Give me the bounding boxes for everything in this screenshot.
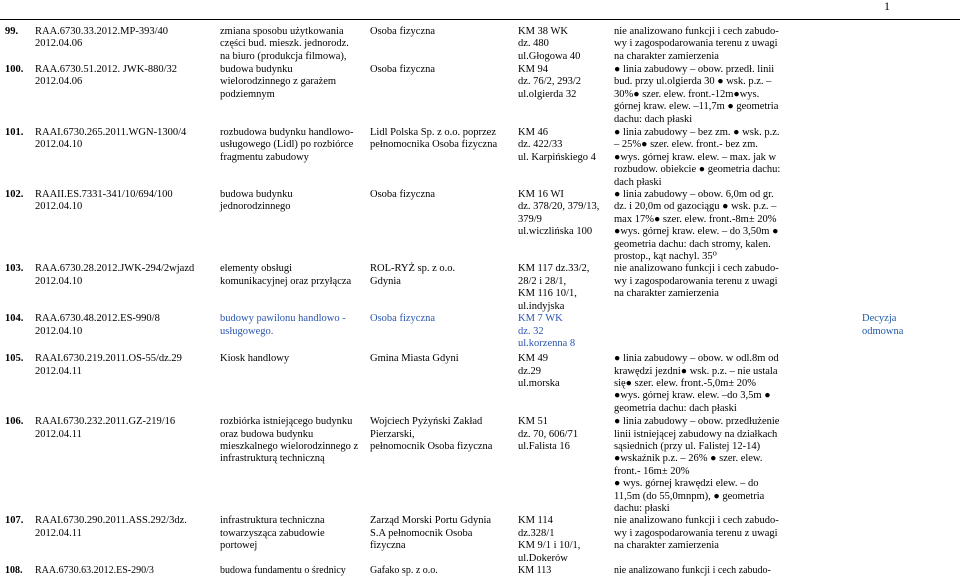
investor-line: Osoba fizyczna (370, 26, 436, 37)
project-description-line: budowa fundamentu o średnicy (220, 565, 346, 577)
investor-line: pełnomocnika Osoba fizyczna (370, 139, 498, 151)
conditions (613, 313, 861, 353)
decision-cell (861, 515, 960, 565)
location-line: ul.Głogowa 40 (518, 50, 581, 62)
location-line: dz. 32 (518, 325, 544, 337)
case-signature-line: 2012.04.11 (35, 428, 82, 440)
project-description-line: budowa budynku (220, 189, 293, 201)
location (517, 416, 613, 515)
location-line: dz. 70, 606/71 (518, 428, 579, 440)
conditions-line: ● linia zabudowy – obow. w odl.8m od (614, 353, 779, 365)
conditions-line: na charakter zamierzenia (614, 50, 719, 62)
case-signature (34, 127, 219, 189)
table-row (4, 127, 960, 189)
project-description (219, 26, 369, 64)
case-signature-line: RAA.6730.63.2012.ES-290/3 (35, 565, 154, 577)
investor (369, 515, 517, 565)
investor-line: Osoba fizyczna (370, 313, 436, 325)
location (517, 515, 613, 565)
location-line: KM 116 10/1, (518, 288, 577, 300)
location-line: ul.Dokerów (518, 552, 568, 564)
conditions-line: nie analizowano funkcji i cech zabudo- (614, 565, 771, 577)
conditions (613, 64, 861, 127)
location-line: dz.29 (518, 365, 542, 377)
case-signature-line: 2012.04.11 (35, 365, 82, 377)
conditions-line: ●wys. górnej kraw. elew. –do 3,5m ● (614, 390, 771, 402)
location-line: KM 38 WK (518, 26, 568, 37)
location-line: ul. Karpińskiego 4 (518, 151, 596, 163)
investor-line: Osoba fizyczna (370, 189, 436, 201)
location-line: 28/2 i 28/1, (518, 275, 567, 287)
conditions-line: dach płaski (614, 176, 662, 188)
project-description-line: oraz budowa budynku (220, 428, 314, 440)
conditions-line: dachu: dach płaski (614, 113, 693, 125)
location-line: KM 117 dz.33/2, (518, 263, 590, 275)
location-line: ul.korzenna 8 (518, 337, 576, 349)
project-description (219, 353, 369, 416)
decision-cell (861, 26, 960, 64)
table-row (4, 565, 960, 577)
conditions-line: – 25%● szer. elew. front.- bez zm. (614, 139, 758, 151)
case-signature (34, 416, 219, 515)
investor (369, 416, 517, 515)
project-description-line: wielorodzinnego z garażem (220, 76, 337, 88)
conditions-line: na charakter zamierzenia (614, 288, 719, 300)
row-number: 104. (5, 313, 24, 325)
location-line: ul.olgierda 32 (518, 88, 577, 100)
conditions-line: ● linia zabudowy – obow. 6,0m od gr. (614, 189, 774, 201)
project-description (219, 313, 369, 353)
row-number: 108. (5, 565, 23, 577)
project-description (219, 127, 369, 189)
conditions-line: sąsiednich (przy ul. Falistej 12-14) (614, 440, 761, 452)
case-signature-line: 2012.04.10 (35, 139, 83, 151)
case-signature-line: RAA.6730.33.2012.MP-393/40 (35, 26, 169, 37)
project-description-line: Kiosk handlowy (220, 353, 290, 365)
case-signature-line: 2012.04.11 (35, 527, 82, 539)
project-description-line: na biuro (produkcja filmowa), (220, 50, 347, 62)
investor (369, 64, 517, 127)
location (517, 64, 613, 127)
location-line: ul.indyjska (518, 300, 565, 312)
project-description-line: jednorodzinnego (220, 201, 291, 213)
project-description-line: rozbudowa budynku handlowo- (220, 127, 354, 138)
location (517, 263, 613, 313)
location-line: KM 94 (518, 64, 549, 75)
table-row (4, 353, 960, 416)
investor (369, 189, 517, 263)
table-row (4, 64, 960, 127)
investor-line: Lidl Polska Sp. z o.o. poprzez (370, 127, 496, 138)
case-signature-line: 2012.04.10 (35, 201, 83, 213)
conditions-line: dz. i 20,0m od gazociągu ● wsk. p.z. – (614, 201, 777, 213)
conditions (613, 127, 861, 189)
project-description-line: usługowego (Lidl) po rozbiórce (220, 139, 354, 151)
case-signature (34, 26, 219, 64)
location-line: dz.328/1 (518, 527, 555, 539)
decision-cell (861, 565, 960, 577)
conditions-line: wy i zagospodarowania terenu z uwagi (614, 527, 778, 539)
decision-cell (861, 416, 960, 515)
location-line: KM 16 WI (518, 189, 564, 201)
header-rule (0, 19, 960, 20)
case-signature (34, 515, 219, 565)
location-line: KM 46 (518, 127, 549, 138)
conditions-line: bud. przy ul.olgierda 30 ● wsk. p.z. – (614, 76, 772, 88)
project-description-line: usługowego. (220, 325, 274, 337)
project-description (219, 64, 369, 127)
decision-cell (861, 313, 960, 353)
table-row (4, 263, 960, 313)
conditions-line: się● szer. elew. front.-5,0m± 20% (614, 377, 757, 389)
conditions (613, 263, 861, 313)
row-number: 106. (5, 416, 24, 428)
project-description-line: komunikacyjnej oraz przyłącza (220, 275, 352, 287)
conditions-line: nie analizowano funkcji i cech zabudo- (614, 515, 779, 527)
decision-cell (861, 263, 960, 313)
investor-line: S.A pełnomocnik Osoba (370, 527, 473, 539)
case-signature-line: RAA.6730.51.2012. JWK-880/32 (35, 64, 178, 75)
conditions-line: ●wys. górnej kraw. elew. – max. jak w (614, 151, 777, 163)
location (517, 565, 613, 577)
conditions-line: geometria dachu: dach stromy, kalen. (614, 238, 771, 250)
investor-line: pełnomocnik Osoba fizyczna (370, 440, 493, 452)
conditions-line: dachu: płaski (614, 502, 670, 514)
decision-cell (861, 189, 960, 263)
investor (369, 353, 517, 416)
conditions (613, 353, 861, 416)
location-line: KM 114 (518, 515, 553, 527)
case-signature-line: 2012.04.06 (35, 76, 83, 88)
case-signature-line: RAAI.6730.219.2011.OS-55/dz.29 (35, 353, 182, 365)
conditions-line: na charakter zamierzenia (614, 540, 719, 552)
table-row (4, 26, 960, 64)
investor-line: ROL-RYŻ sp. z o.o. (370, 263, 456, 275)
location-line: KM 49 (518, 353, 549, 365)
investor-line: Gafako sp. z o.o. (370, 565, 438, 577)
project-description-line: części bud. mieszk. jednorodz. (220, 38, 349, 50)
table-row (4, 416, 960, 515)
conditions (613, 26, 861, 64)
conditions-line: krawędzi jezdni● wsk. p.z. – nie ustala (614, 365, 778, 377)
project-description (219, 189, 369, 263)
page-number: 1 (884, 0, 890, 13)
location-line: ul.wiczlińska 100 (518, 226, 593, 238)
project-description (219, 515, 369, 565)
location-line: KM 7 WK (518, 313, 563, 325)
project-description (219, 565, 369, 577)
project-description-line: infrastruktura techniczna (220, 515, 325, 527)
conditions-line: ●wskaźnik p.z. – 26% ● szer. elew. (614, 453, 763, 465)
conditions-line: ● linia zabudowy – bez zm. ● wsk. p.z. (614, 127, 780, 138)
case-signature-line: RAA.6730.28.2012.JWK-294/2wjazd (35, 263, 195, 275)
location (517, 26, 613, 64)
decision-cell (861, 127, 960, 189)
row-number: 107. (5, 515, 24, 527)
project-description (219, 416, 369, 515)
case-signature (34, 353, 219, 416)
investor-line: Gdynia (370, 275, 401, 287)
table-row (4, 515, 960, 565)
conditions-line: ●wys. górnej kraw. elew. – do 3,50m ● (614, 226, 779, 238)
decision-cell (861, 353, 960, 416)
project-description-line: elementy obsługi (220, 263, 293, 275)
project-description-line: fragmentu zabudowy (220, 151, 309, 163)
project-description (219, 263, 369, 313)
decision-label: Decyzja (862, 313, 897, 325)
investor (369, 263, 517, 313)
table-row (4, 313, 960, 353)
decisions-table (4, 26, 960, 577)
conditions-line: ● linia zabudowy – obow. przedł. linii (614, 64, 775, 75)
row-number: 103. (5, 263, 24, 275)
investor-line: Zarząd Morski Portu Gdynia (370, 515, 492, 527)
project-description-line: zmiana sposobu użytkowania (220, 26, 344, 37)
conditions-line: ● wys. górnej krawędzi elew. – do (614, 478, 759, 490)
decision-cell (861, 64, 960, 127)
conditions (613, 515, 861, 565)
location-line: 379/9 (518, 213, 542, 225)
project-description-line: podziemnym (220, 88, 275, 100)
table-row (4, 189, 960, 263)
project-description-line: budowa budynku (220, 64, 293, 75)
project-description-line: portowej (220, 540, 258, 552)
case-signature-line: 2012.04.10 (35, 275, 83, 287)
location-line: KM 113 (518, 565, 552, 577)
case-signature-line: 2012.04.10 (35, 325, 83, 337)
row-number: 100. (5, 64, 24, 75)
row-number: 101. (5, 127, 24, 138)
investor-line: Pierzarski, (370, 428, 415, 440)
project-description-line: infrastrukturą techniczną (220, 453, 325, 465)
location-line: ul.Falista 16 (518, 440, 570, 452)
location-line: dz. 480 (518, 38, 549, 50)
case-signature-line: 2012.04.06 (35, 38, 83, 50)
investor (369, 565, 517, 577)
case-signature (34, 189, 219, 263)
investor-line: Wojciech Pyżyński Zakład (370, 416, 483, 428)
case-signature (34, 565, 219, 577)
investor (369, 313, 517, 353)
location-line: KM 9/1 i 10/1, (518, 540, 581, 552)
case-signature-line: RAAI.6730.265.2011.WGN-1300/4 (35, 127, 187, 138)
location-line: dz. 76/2, 293/2 (518, 76, 581, 88)
case-signature-line: RAAII.ES.7331-341/10/694/100 (35, 189, 173, 201)
project-description-line: mieszkalnego wielorodzinnego z (220, 440, 359, 452)
decision-label: odmowna (862, 325, 904, 337)
conditions (613, 416, 861, 515)
case-signature (34, 263, 219, 313)
investor (369, 26, 517, 64)
investor-line: Osoba fizyczna (370, 64, 436, 75)
location (517, 353, 613, 416)
row-number: 105. (5, 353, 24, 365)
location-line: KM 51 (518, 416, 549, 428)
conditions-line: 30%● szer. elew. front.-12m●wys. (614, 88, 760, 100)
row-number: 99. (5, 26, 19, 37)
location-line: dz. 378/20, 379/13, (518, 201, 600, 213)
conditions-line: geometria dachu: dach płaski (614, 402, 737, 414)
project-description-line: towarzysząca zabudowie (220, 527, 325, 539)
location (517, 189, 613, 263)
investor-line: Gmina Miasta Gdyni (370, 353, 459, 365)
conditions-line: nie analizowano funkcji i cech zabudo- (614, 263, 779, 275)
case-signature (34, 313, 219, 353)
conditions-line: wy i zagospodarowania terenu z uwagi (614, 275, 778, 287)
conditions-line: linii istniejącej zabudowy na działkach (614, 428, 778, 440)
location (517, 313, 613, 353)
investor (369, 127, 517, 189)
location (517, 127, 613, 189)
conditions-line: front.- 16m± 20% (614, 465, 690, 477)
case-signature (34, 64, 219, 127)
conditions-line: max 17%● szer. elew. front.-8m± 20% (614, 213, 777, 225)
conditions-line: prostop., kąt nachyl. 35⁰ (614, 251, 717, 263)
project-description-line: rozbiórka istniejącego budynku (220, 416, 353, 428)
case-signature-line: RAAI.6730.290.2011.ASS.292/3dz. (35, 515, 187, 527)
investor-line: fizyczna (370, 540, 406, 552)
conditions-line: nie analizowano funkcji i cech zabudo- (614, 26, 779, 37)
case-signature-line: RAAI.6730.232.2011.GZ-219/16 (35, 416, 176, 428)
conditions-line: górnej kraw. elew. –11,7m ● geometria (614, 101, 779, 113)
project-description-line: budowy pawilonu handlowo - (220, 313, 346, 325)
conditions (613, 189, 861, 263)
conditions (613, 565, 861, 577)
conditions-line: rozbudow. obiekcie ● geometria dachu: (614, 164, 781, 176)
row-number: 102. (5, 189, 24, 201)
conditions-line: wy i zagospodarowania terenu z uwagi (614, 38, 778, 50)
conditions-line: ● linia zabudowy – obow. przedłużenie (614, 416, 780, 428)
location-line: ul.morska (518, 377, 560, 389)
conditions-line: 11,5m (do 55,0mnpm), ● geometria (614, 490, 765, 502)
case-signature-line: RAA.6730.48.2012.ES-990/8 (35, 313, 160, 325)
location-line: dz. 422/33 (518, 139, 563, 151)
